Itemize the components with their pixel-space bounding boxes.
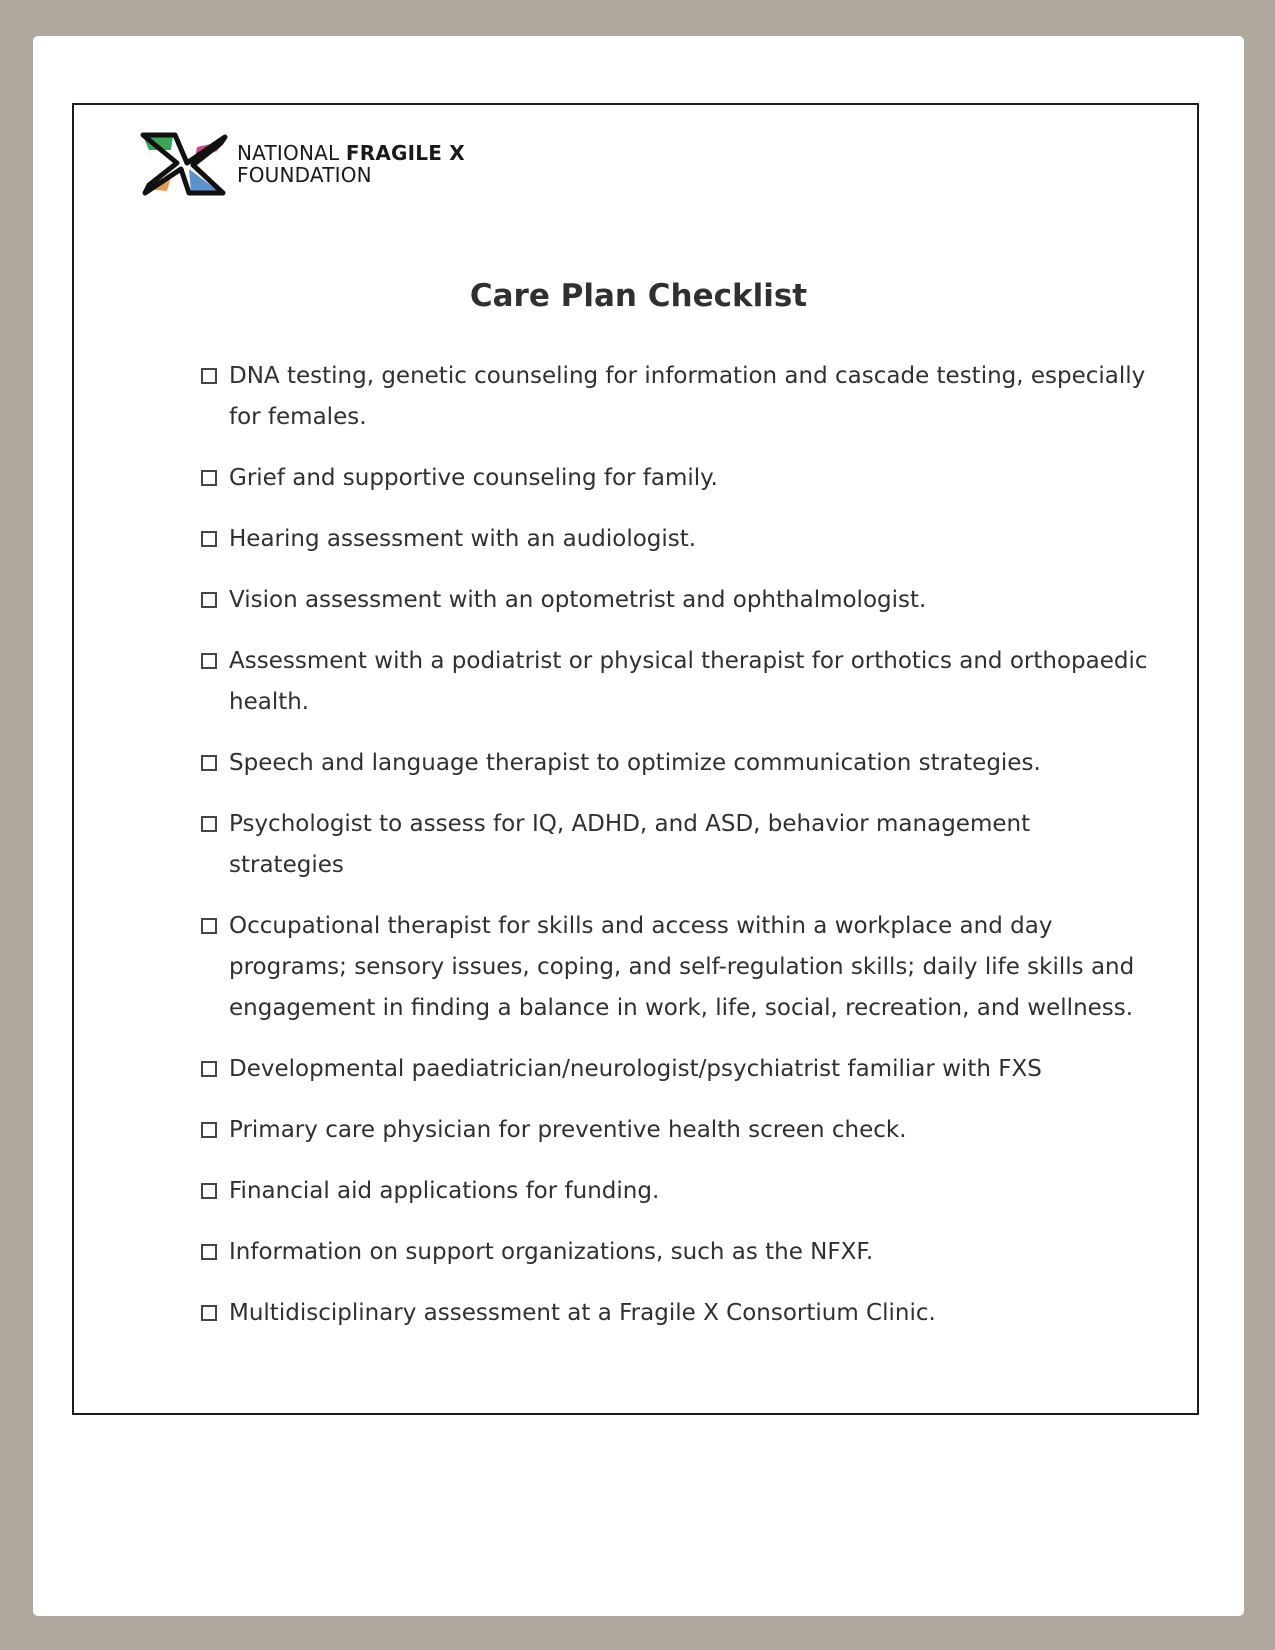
checklist-item-text: Information on support organizations, such as the NFXF. (229, 1239, 874, 1265)
checkbox[interactable] (201, 1305, 217, 1321)
checklist-item-text: DNA testing, genetic counseling for information and cascade testing, especially for females. (229, 363, 1146, 430)
checklist-item-text: Developmental paediatrician/neurologist/psychiatrist familiar with FXS (229, 1056, 1042, 1082)
checklist-item-text: Hearing assessment with an audiologist. (229, 526, 697, 552)
checkbox[interactable] (201, 1244, 217, 1260)
checkbox[interactable] (201, 816, 217, 832)
checklist-item[interactable] (201, 356, 1151, 438)
page-title: Care Plan Checklist (469, 278, 808, 314)
checklist-item-text: Assessment with a podiatrist or physical therapist for orthotics and orthopaedic health. (229, 648, 1148, 715)
logo-fragile-x: FRAGILE X (345, 141, 465, 165)
checkbox[interactable] (201, 653, 217, 669)
checklist-item-text: Speech and language therapist to optimize communication strategies. (229, 750, 1041, 776)
checkbox[interactable] (201, 368, 217, 384)
checkbox[interactable] (201, 1061, 217, 1077)
checkbox[interactable] (201, 592, 217, 608)
checkbox[interactable] (201, 918, 217, 934)
checklist-item-text: Vision assessment with an optometrist and ophthalmologist. (229, 587, 927, 613)
checklist-item[interactable] (201, 1293, 1151, 1334)
checklist-item-text: Primary care physician for preventive health screen check. (229, 1117, 907, 1143)
logo-foundation: FOUNDATION (237, 163, 372, 187)
fragile-x-logo-mark (137, 129, 233, 199)
checkbox[interactable] (201, 531, 217, 547)
checklist-item[interactable] (201, 804, 1151, 886)
checkbox[interactable] (201, 755, 217, 771)
checkbox[interactable] (201, 1183, 217, 1199)
checklist-item[interactable] (201, 1110, 1151, 1151)
checklist-item[interactable] (201, 1171, 1151, 1212)
document-page (33, 36, 1244, 1616)
checklist-item[interactable] (201, 519, 1151, 560)
logo-x-outline (143, 135, 225, 193)
checklist-item[interactable] (201, 743, 1151, 784)
checklist-item-text: Multidisciplinary assessment at a Fragile X Consortium Clinic. (229, 1300, 936, 1326)
checklist-item[interactable] (201, 641, 1151, 723)
logo-line-1 (237, 142, 465, 164)
checklist-item[interactable] (201, 458, 1151, 499)
checklist-item[interactable] (201, 1049, 1151, 1090)
checklist-item[interactable] (201, 1232, 1151, 1273)
checkbox[interactable] (201, 470, 217, 486)
checklist-item-text: Occupational therapist for skills and access within a workplace and day programs; sensory issues, coping, and self-regulation skills; daily life skills and engagement in finding a balance in work, life, social, recreation, and wellness. (229, 913, 1135, 1021)
logo-wordmark (237, 142, 465, 186)
checklist-item[interactable] (201, 580, 1151, 621)
care-plan-checklist (201, 356, 1151, 1354)
checkbox[interactable] (201, 1122, 217, 1138)
nfxf-logo (137, 129, 465, 199)
checklist-item-text: Psychologist to assess for IQ, ADHD, and ASD, behavior management strategies (229, 811, 1031, 878)
checklist-item-text: Grief and supportive counseling for family. (229, 465, 718, 491)
logo-national: NATIONAL (237, 141, 346, 165)
checklist-item-text: Financial aid applications for funding. (229, 1178, 660, 1204)
checklist-item[interactable] (201, 906, 1151, 1029)
